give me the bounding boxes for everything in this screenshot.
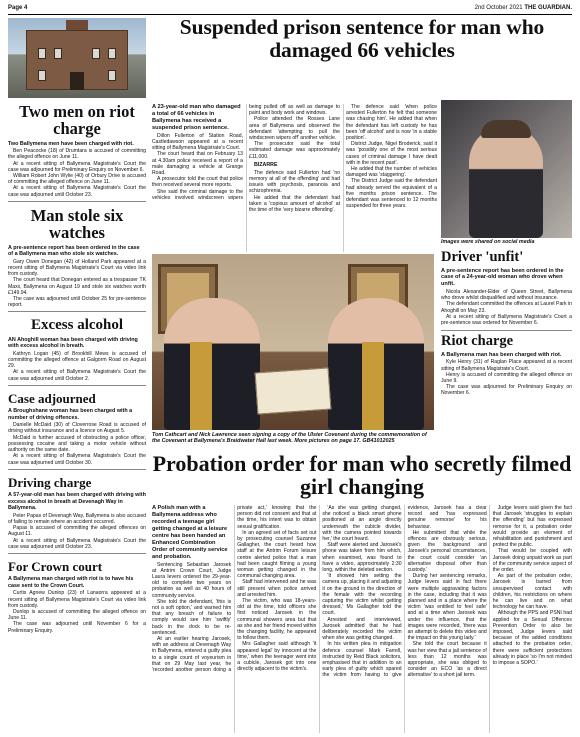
story-paragraph: Judge Ievers said given the fact that Jarosek 'struggles to explain the offending' but has expressed remorse for it, a probation order would provide an element of rehabilitation and punishment and protect the public. (492, 505, 572, 549)
story-paragraph: McDaid is further accused of obstructing a police officer, possessing cocaine and taking a motor vehicle without authority on the same date. (8, 434, 146, 454)
story-divider (8, 385, 146, 386)
story-intro: A 57-year-old man has been charged with driving with excess alcohol in breath at Devenagh Way in Ballymena. (8, 491, 146, 512)
story-six-watches (8, 205, 146, 312)
story-paragraph: A prosecutor told the court that police then received several more reports. (152, 176, 243, 189)
story-paragraph: The victim, who was 18-years-old at the time, told officers she first noticed Jarosek in the communal showers area but that as she and her friend moved within the changing facility, he appeared to follow them. (237, 598, 317, 642)
photo-caption: Tom Cathcart and Nick Lawrence seen signing a copy of the Ulster Covenant during the commemoration of the Covenant at Ballymena's Braidwater Hall last week. More pictures on page 17. GB41012025 (152, 432, 427, 445)
story-paragraph: Gary Owen Donegan (42) of Holland Park appeared at a recent sitting of Ballymena Magistrate's Court via video link from custody. (8, 258, 146, 278)
story-paragraph: Sentencing Sebastian Jarosek at Antrim Crown Court, Judge Laura Ievers ordered the 29-year-old to complete two years on probation as well as 40 hours of community service. (152, 561, 232, 599)
story-divider (441, 330, 572, 331)
story-paragraph: He added that the defendant had taken a 'copious amount of alcohol' at the time of the 'very bizarre offending'. (249, 194, 340, 214)
story-excess-alcohol (8, 318, 146, 386)
story-paragraph: She told the court because it was her view that a jail sentence of less than 12 months was appropriate, she was obliged to consider an ECO 'as a direct alternative' to a short jail term. (407, 641, 487, 679)
publication-name: THE GUARDIAN. (524, 5, 572, 11)
story-paragraph: Papas is accused of committing the alleged offences on August 11. (8, 525, 146, 538)
story-paragraph: The defence said Fullerton had 'no memory at all of the offending' and had issues with psychosis, paranoia and schizophrenia. (249, 169, 340, 195)
story-divider (8, 553, 146, 554)
story-paragraph: The case was adjourned until November 6 for a Preliminary Enquiry. (8, 621, 146, 634)
story-paragraph: She said the criminal damage to the vehicles involved windscreen wipers being pulled off as well as damage to paint and body work and windows. (152, 104, 340, 201)
story-paragraph: The prosecutor said the total estimated damage was approximately £11,000. (249, 141, 340, 160)
story-divider (8, 311, 146, 312)
story-paragraph: He added that the number of vehicles damaged was 'staggering'. (346, 166, 437, 179)
story-headline: Driver 'unfit' (441, 249, 524, 265)
story-paragraph: As part of the probation order, Jarosek is barred from unsupervised contact with children, his restrictions on where he can live and on what technology he can have. (492, 573, 572, 611)
right-column (441, 250, 572, 397)
photo-caption: Images were shared on social media (441, 239, 535, 245)
left-column (8, 18, 146, 733)
top-story-headline: Suspended prison sentence for man who damaged 66 vehicles (179, 15, 545, 62)
story-intro: A 23-year-old man who damaged a total of 66 vehicles in Ballymena has received a suspended prison sentence. (152, 104, 241, 131)
story-paragraph: The defendant committed the offences at Laurel Park in Ahoghill on May 23. (441, 301, 572, 314)
story-paragraph: Peter Papas of Devenagh Way, Ballymena is also accused of failing to remain where an accident occurred. (8, 512, 146, 525)
story-paragraph: That would be coupled with Jarosek doing unpaid work as part of the community service aspect of the order. (492, 548, 572, 574)
bottom-story-body (152, 505, 572, 733)
story-intro: A Ballymena man charged with riot is to have his case sent to the Crown Court. (8, 576, 134, 589)
story-paragraph: At an earlier hearing Jarosek, with an address at Devenagh Way in Ballymena, entered a guilty plea to a single count of voyeurism in that on 29 May last year, he 'recorded another person doing a private act,' knowing that the person did not consent and that at the time, his intent was to obtain sexual gratification. (152, 505, 317, 674)
story-paragraph: Although the PPS and PSNI had applied for a Sexual Offences Prevention Order to also be imposed, Judge Ievers said because of the added conditions attached to the probation order, there were sufficient protections already in place 'so I'm not minded to impose a SOPO.' (492, 610, 572, 667)
story-paragraph: She told the defendant, 'this is not a soft option,' and warned him that any breach of failure to comply would see him 'swiftly' back in the dock to be re-sentenced. (152, 598, 232, 636)
story-paragraph: The District Judge said the defendant had already served the equivalent of a five months prison sentence. The defendant was sentenced to 12 months suspended for three years. (346, 178, 437, 210)
story-paragraph: Arrested and interviewed, Jarosek admitted that he had deliberately recorded the victim when she was getting changed. (322, 616, 402, 642)
defendant-photo (441, 100, 572, 238)
story-paragraph: At a recent sitting of Ballymena Magistrate's Court the case was adjourned until October 2. (8, 369, 146, 382)
story-paragraph: At a recent sitting of Ballymena Magistrate's Court the case was adjourned until October 23. (8, 537, 146, 550)
story-paragraph: Dillon Fullerton of Station Road, Castledawson appeared at a recent sitting of Ballymena Magistrate's Court. (152, 132, 243, 152)
story-paragraph: Dunlop is accused of committing the alleged offence on June 11. (8, 609, 146, 622)
story-intro: Two Ballymena men have been charged with riot. (8, 140, 134, 147)
story-headline: Man stole six watches (30, 205, 124, 242)
story-driver-unfit (441, 250, 572, 326)
story-intro: A Broughshane woman has been charged with a number of driving offences. (8, 408, 133, 421)
story-driving-charge (8, 476, 146, 554)
page-header (8, 3, 572, 13)
page-number: Page 4 (8, 5, 28, 11)
story-paragraph: In his written plea in mitigation defence counsel Mark Farrell, instructed by Reid Black solicitors, emphasised that in addition to an early plea of guilty which spared the victim from having to give evidence, Jarosek has a clear record and 'has expressed genuine remorse' for his behaviour. (322, 505, 487, 679)
story-divider (8, 469, 146, 470)
story-paragraph: The defence said 'when police arrested Fullerton he felt that someone was chasing him'. He added that when the defendant has left custody he has been 'off alcohol' and is now 'in a stable position'. (346, 104, 437, 142)
story-intro: A pre-sentence report has been ordered in the case of a Ballymena man who stole six watches. (8, 244, 140, 258)
story-paragraph: The case was adjourned until October 25 for pre-sentence report. (8, 295, 146, 309)
story-paragraph: Police attended the Rosses Lane area of Ballymena and observed the defendant 'attempting to pull the windscreen wipers off' another vehicle. (249, 116, 340, 142)
story-paragraph: The case was adjourned for Preliminary Enquiry on November 6. (441, 384, 572, 397)
story-paragraph: Nicola Alexander-Elder of Queen Street, Ballymena who drove whilst disqualified and without insurance. (441, 288, 572, 302)
story-riot-charge-two-men (8, 104, 146, 202)
covenant-signing-photo (152, 254, 434, 430)
bottom-story-headline: Probation order for man who secretly filmed girl changing (152, 451, 572, 500)
top-story-body (152, 104, 437, 252)
story-crown-court (8, 560, 146, 634)
courthouse-photo (8, 18, 146, 98)
story-paragraph: Henry is accused of committing the alleged offence on June 9. (441, 371, 572, 385)
story-paragraph: District Judge, Nigel Broderick, said it was 'possibly one of the most serious cases of criminal damage I have dealt with in the recent past'. (346, 141, 437, 166)
issue-date: 2nd October 2021 (474, 5, 523, 11)
story-paragraph: In an agreed set of facts set out by prosecuting counsel Suzanne Gallagher, the court heard how staff at the Antrim Forum leisure centre alerted police that a man had been caught filming a young woman getting changed in the communal changing area. (237, 529, 317, 580)
story-intro: A Polish man with a Ballymena address who recorded a teenage girl getting changed at a leisure centre has been handed an Enhanced Combination Order of community service and probation. (152, 505, 228, 560)
story-paragraph: At a recent sitting of Ballymena Magistrate's Court a pre-sentence was ordered for November 6. (441, 313, 572, 326)
story-headline: Two men on riot charge (19, 102, 135, 138)
story-paragraph: At a recent sitting of Ballymena Magistrate's Court the case was adjourned until October 23. (8, 185, 146, 198)
story-headline: Excess alcohol (30, 317, 124, 334)
story-paragraph: 'As she was getting changed, she noticed a black smart phone positioned at an angle directly underneath the cubicle divider, with the camera pointed towards her,' the court heard. (322, 505, 402, 543)
story-paragraph: The court heard that on February 13 at 4.30am police received a report of a male damaging a vehicle at Grange Road. (152, 151, 243, 177)
story-paragraph: Kathryn Logan (45) of Brookhill Mews is accused of committing the alleged offence at Galgorm Road on August 29. (8, 350, 146, 370)
story-paragraph: At a recent sitting of Ballymena Magistrate's Court the case was adjourned for Preliminary Enquiry on November 6. (8, 160, 146, 173)
story-headline: Riot charge (441, 333, 514, 350)
story-paragraph: Mrs Gallagher said although 'it appeared legal' by innocent at the time,' when the teenager went into a cubicle, Jarosek got into one directly adjacent to the victim's. (237, 641, 317, 673)
story-paragraph: Curtis Agnew Dunlop (23) of Lanaorra appeared at a recent sitting of Ballymena Magistrate's Court via video link from custody. (8, 590, 146, 609)
story-divider (8, 201, 146, 202)
story-headline: Driving charge (8, 474, 92, 490)
story-paragraph: Ben Peacocke (18) of Drumtara is accused of committing the alleged offence on June 11. (8, 148, 146, 161)
story-headline: Case adjourned (8, 390, 96, 406)
story-subhead: BIZARRE (254, 161, 278, 168)
story-paragraph: Danielle McDaid (30) of Cloverrose Road is accused of driving without insurance and a licence on August 5. (8, 422, 146, 435)
story-paragraph: During her sentencing remarks, Judge Ievers said in fact there were multiple aggravating factors in the case, including that it was planned and in a place where the victim 'was entitled to feel safe' and at a time when Jarosek was under the influence, that the images were recorded, 'there was an attempt to delete this video and the impact on this young lady.' (407, 573, 487, 642)
story-case-adjourned (8, 392, 146, 470)
issue-date-line (475, 5, 572, 11)
story-intro: AN Ahoghill woman has been charged with driving with excess alcohol in breath. (8, 336, 138, 350)
story-headline: For Crown court (8, 558, 103, 574)
story-paragraph: Kyle Henry (31) of Raglan Place appeared at a recent sitting of Ballymena Magistrate's Court. (441, 359, 572, 372)
story-paragraph: The court heard that Donegan entered as a trespasser TK Maxx, Ballymena on August 19 and stole six watches worth £149.94. (8, 277, 146, 296)
story-paragraph: William Robert John Wylie (40) of Orbury Drive is accused of committing the alleged offence on June 11. (8, 173, 146, 186)
story-paragraph: Staff were alerted and Jarosek's phone was taken from him which, when examined, was found to have a video, approximately 2:30 long, within the deleted section. (322, 542, 402, 574)
story-paragraph: 'It showed him setting the camera up, placing it and adjusting it on the ground in the direction of the female with the recording capturing the victim whilst getting dressed,' Ms Gallagher told the court. (322, 573, 402, 617)
story-intro: A Ballymena man has been charged with riot. (441, 351, 562, 358)
story-riot-charge (441, 334, 572, 397)
story-paragraph: He submitted that while the offences are obviously serious, given the background and Jarosek's personal circumstances, the court could consider 'an alternative disposal other than custody.' (407, 529, 487, 574)
story-intro: A pre-sentence report has been ordered in the case of a 24-year-old woman who drove when unfit. (441, 267, 564, 288)
story-paragraph: Staff had intervened and he was still present when police arrived and arrested him. (237, 579, 317, 598)
story-paragraph: At a recent sitting of Ballymena Magistrate's Court the case was adjourned until October 30. (8, 453, 146, 466)
